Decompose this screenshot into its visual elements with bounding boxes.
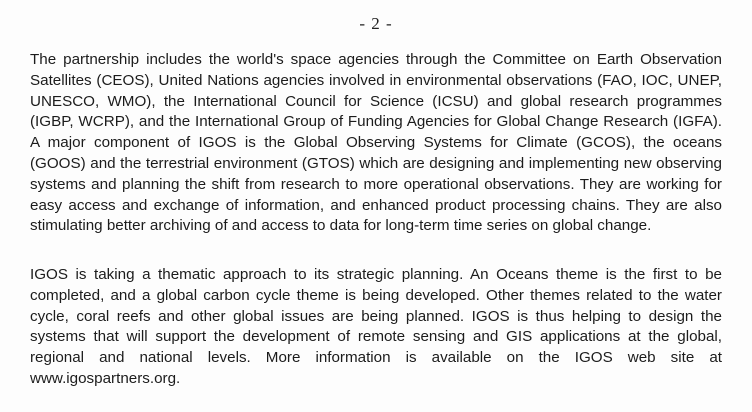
- paragraph-thematic-approach: IGOS is taking a thematic approach to its strategic planning. An Oceans theme is the first to be completed, and a global carbon cycle theme is being developed. Other themes related to the water cycle, coral reefs and other global issues are being planned. IGOS is thus helping to design the systems that will support the development of remote sensing and GIS applications at the global, regional and national levels. More information is available on the IGOS web site at www.igospartners.org.: [30, 266, 722, 387]
- page-number: - 2 -: [359, 14, 393, 33]
- paragraph-partnership: The partnership includes the world's space agencies through the Committee on Earth Observation Satellites (CEOS), United Nations agencies involved in environmental observations (FAO, IOC, UNEP, UNESCO, WMO), the International Council for Science (ICSU) and global research programmes (IGBP, WCRP), and the International Group of Funding Agencies for Global Change Research (IGFA). A major component of IGOS is the Global Observing Systems for Climate (GCOS), the oceans (GOOS) and the terrestrial environment (GTOS) which are designing and implementing new observing systems and planning the shift from research to more operational observations. They are working for easy access and exchange of information, and enhanced product processing chains. They are also stimulating better archiving of and access to data for long-term time series on global change.: [30, 51, 722, 235]
